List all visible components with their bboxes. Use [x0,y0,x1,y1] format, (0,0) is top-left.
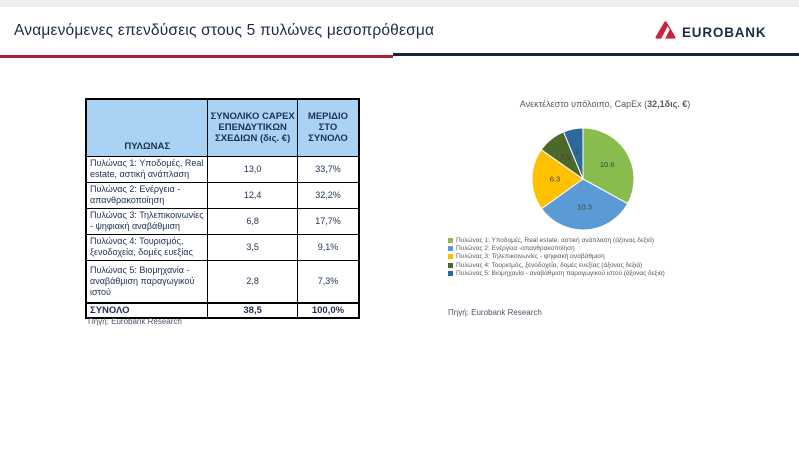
legend-label: Πυλώνας 1: Υποδομές, Real estate, αστική ανάπλαση (άξονας δεξιά) [456,237,655,244]
pillar-name: Πυλώνας 4: Τουρισμός, ξενοδοχεία, δομές ευεξίας [86,234,208,260]
legend-swatch [448,271,453,276]
eurobank-logo-text: EUROBANK [682,25,767,40]
legend-label: Πυλώνας 3: Τηλεπικοινωνίες - ψηφιακή αναβάθμιση [456,253,605,261]
pillar-share: 7,3% [297,260,359,303]
pillar-capex: 12,4 [208,182,298,208]
table-row [86,260,359,303]
header-capex: ΣΥΝΟΛΙΚΟ CAPEX ΕΠΕΝΔΥΤΙΚΩΝ ΣΧΕΔΙΩΝ (δις. €) [208,99,298,156]
pie-slice-label: 2.9 [560,152,571,162]
legend-swatch [448,246,453,251]
pie-chart-svg [518,114,648,244]
chart-source: Πηγή: Eurobank Research [448,308,542,317]
top-strip [0,0,799,7]
legend-item [448,237,665,244]
legend-item [448,245,665,252]
table-row [86,208,359,234]
pillar-share: 32,2% [297,182,359,208]
chart-title-suffix: ) [687,99,691,109]
total-capex: 38,5 [208,303,298,318]
pillar-capex: 3,5 [208,234,298,260]
table-source: Πηγή: Eurobank Research [88,317,182,326]
legend-swatch [448,238,453,243]
pillar-name: Πυλώνας 1: Υποδομές, Real estate, αστική ανάπλαση [86,156,208,182]
header-share: ΜΕΡΙΔΙΟ ΣΤΟ ΣΥΝΟΛΟ [297,99,359,156]
eurobank-logo [655,20,766,45]
chart-title [450,99,760,109]
legend-label: Πυλώνας 5: Βιομηχανία - αναβάθμιση παραγωγικού ιστού (άξονας δεξιά) [456,269,665,277]
pillar-share: 17,7% [297,208,359,234]
legend-label: Πυλώνας 4: Τουρισμός, ξενοδοχεία, δομές ευεξίας (άξονας δεξιά) [456,261,643,269]
pillar-share: 9,1% [297,234,359,260]
chart-legend [448,237,665,278]
eurobank-logo-icon [655,20,676,45]
pillar-capex: 13,0 [208,156,298,182]
total-share: 100,0% [297,303,359,318]
legend-item [448,253,665,260]
table-header-row [86,99,359,156]
pie-slice-label: 10.6 [599,160,615,170]
chart-title-value: 32,1δις. € [647,99,688,109]
pillar-share: 33,7% [297,156,359,182]
pie-chart [518,114,648,244]
title-divider-navy [393,53,799,56]
legend-label: Πυλώνας 2: Ενέργεια -απανθρακοποίηση [456,245,575,253]
total-label: ΣΥΝΟΛΟ [86,303,208,318]
pillar-name: Πυλώνας 3: Τηλεπικοινωνίες - ψηφιακή αναβάθμιση [86,208,208,234]
pillar-capex: 2,8 [208,260,298,303]
pie-slice-label: 10.3 [577,202,592,212]
legend-swatch [448,263,453,268]
pie-slice-label: 2 [575,147,580,156]
investment-table [85,98,360,319]
pillar-name: Πυλώνας 5: Βιομηχανία - αναβάθμιση παραγωγικού ιστού [86,260,208,303]
pillar-capex: 6,8 [208,208,298,234]
header-pillar: ΠΥΛΩΝΑΣ [86,99,208,156]
table-row [86,234,359,260]
chart-title-prefix: Ανεκτέλεστο υπόλοιπο, CapEx ( [519,99,648,109]
table-row [86,156,359,182]
legend-item [448,262,665,269]
page-title: Αναμενόμενες επενδύσεις στους 5 πυλώνες μεσοπρόθεσμα [14,22,435,39]
legend-item [448,270,665,277]
table-row [86,182,359,208]
legend-swatch [448,254,453,259]
pillar-name: Πυλώνας 2: Ενέργεια - απανθρακοποίηση [86,182,208,208]
title-divider-red [0,55,393,58]
pie-slice-label: 6.3 [549,174,561,184]
